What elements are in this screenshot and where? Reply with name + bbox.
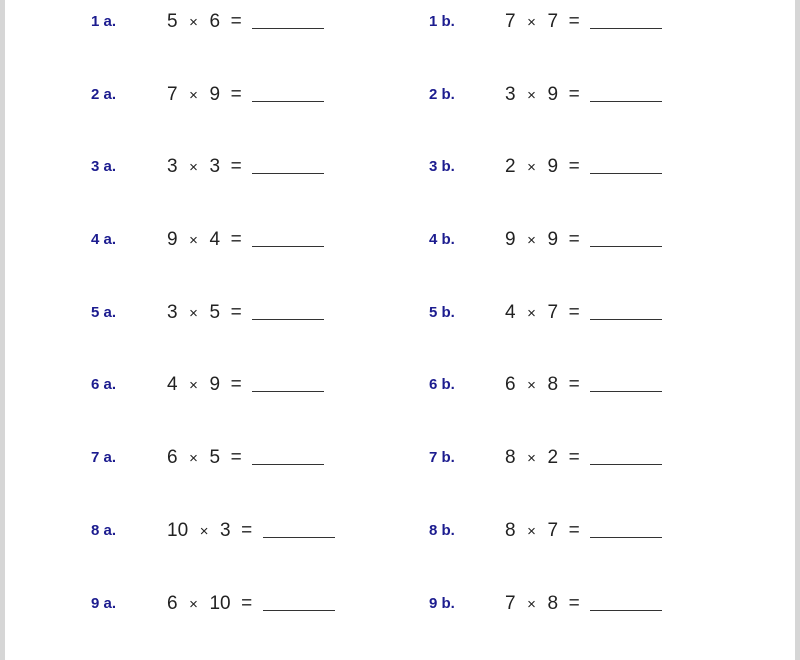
right-operand: 2 [547, 447, 559, 468]
right-operand: 10 [209, 593, 231, 614]
left-operand: 2 [505, 156, 516, 177]
problem-row [5, 589, 800, 619]
answer-blank[interactable] [590, 301, 662, 320]
problem-expression [167, 370, 324, 401]
problem-expression [505, 80, 662, 111]
problem-label: 2 a. [91, 86, 117, 103]
equals-sign: = [568, 447, 580, 468]
multiply-sign: × [527, 305, 536, 322]
answer-blank[interactable] [252, 301, 324, 320]
right-operand: 4 [209, 229, 221, 250]
problem-label: 6 b. [429, 376, 455, 393]
right-operand: 5 [209, 302, 221, 323]
problem-expression [167, 80, 324, 111]
problem-expression [505, 370, 662, 401]
left-operand: 10 [167, 520, 189, 541]
right-operand: 9 [547, 84, 559, 105]
problem-expression [505, 589, 662, 620]
problem-label: 9 b. [429, 595, 455, 612]
multiply-sign: × [527, 523, 536, 540]
equals-sign: = [230, 11, 242, 32]
equals-sign: = [230, 302, 242, 323]
problem-expression [167, 298, 324, 329]
answer-blank[interactable] [252, 155, 324, 174]
problem-row [5, 516, 800, 546]
multiply-sign: × [527, 232, 536, 249]
equals-sign: = [568, 84, 580, 105]
left-operand: 6 [505, 374, 516, 395]
problem-label: 7 a. [91, 449, 117, 466]
right-operand: 9 [209, 84, 221, 105]
equals-sign: = [230, 84, 242, 105]
equals-sign: = [230, 229, 242, 250]
problem-row [5, 152, 800, 182]
problem-label: 4 b. [429, 231, 455, 248]
problem-expression [167, 589, 335, 620]
left-operand: 3 [167, 302, 178, 323]
multiply-sign: × [189, 14, 198, 31]
left-operand: 9 [505, 229, 516, 250]
right-operand: 3 [220, 520, 231, 541]
multiply-sign: × [527, 596, 536, 613]
left-operand: 3 [505, 84, 516, 105]
equals-sign: = [241, 520, 253, 541]
problem-expression [505, 298, 662, 329]
left-operand: 5 [167, 11, 178, 32]
answer-blank[interactable] [263, 519, 335, 538]
problem-label: 2 b. [429, 86, 455, 103]
problem-expression [505, 516, 662, 547]
problem-expression [505, 225, 662, 256]
problem-expression [167, 443, 324, 474]
left-operand: 8 [505, 520, 516, 541]
problem-row [5, 443, 800, 473]
right-operand: 6 [209, 11, 221, 32]
left-operand: 9 [167, 229, 178, 250]
equals-sign: = [568, 374, 580, 395]
right-operand: 7 [547, 302, 559, 323]
multiply-sign: × [527, 14, 536, 31]
problem-label: 1 a. [91, 13, 117, 30]
left-operand: 3 [167, 156, 178, 177]
multiply-sign: × [527, 159, 536, 176]
problem-expression [505, 152, 662, 183]
right-operand: 3 [209, 156, 221, 177]
problem-expression [167, 152, 324, 183]
problem-expression [505, 443, 662, 474]
left-operand: 7 [505, 11, 516, 32]
problem-row [5, 7, 800, 37]
problem-row [5, 298, 800, 328]
left-operand: 7 [167, 84, 178, 105]
problem-label: 8 a. [91, 522, 117, 539]
answer-blank[interactable] [252, 83, 324, 102]
answer-blank[interactable] [590, 228, 662, 247]
equals-sign: = [568, 229, 580, 250]
problem-label: 1 b. [429, 13, 455, 30]
multiply-sign: × [199, 523, 209, 540]
multiply-sign: × [527, 87, 536, 104]
problem-label: 5 b. [429, 304, 455, 321]
equals-sign: = [230, 156, 242, 177]
multiply-sign: × [189, 305, 198, 322]
right-operand: 9 [209, 374, 221, 395]
problem-label: 8 b. [429, 522, 455, 539]
problem-label: 3 b. [429, 158, 455, 175]
problem-expression [167, 225, 324, 256]
problem-label: 4 a. [91, 231, 117, 248]
right-operand: 5 [209, 447, 221, 468]
right-operand: 9 [547, 156, 559, 177]
equals-sign: = [568, 156, 580, 177]
multiply-sign: × [189, 232, 198, 249]
left-operand: 6 [167, 593, 178, 614]
answer-blank[interactable] [590, 446, 662, 465]
right-operand: 7 [547, 11, 559, 32]
answer-blank[interactable] [590, 10, 662, 29]
answer-blank[interactable] [590, 83, 662, 102]
problem-row [5, 225, 800, 255]
multiply-sign: × [527, 450, 536, 467]
equals-sign: = [568, 593, 580, 614]
multiply-sign: × [189, 159, 198, 176]
equals-sign: = [568, 11, 580, 32]
problem-expression [505, 7, 662, 38]
problem-row [5, 370, 800, 400]
answer-blank[interactable] [252, 228, 324, 247]
answer-blank[interactable] [263, 592, 335, 611]
left-operand: 4 [505, 302, 516, 323]
equals-sign: = [230, 447, 242, 468]
right-operand: 8 [547, 593, 559, 614]
left-operand: 8 [505, 447, 516, 468]
left-operand: 4 [167, 374, 178, 395]
problem-expression [167, 7, 324, 38]
multiply-sign: × [189, 377, 198, 394]
multiply-sign: × [189, 596, 198, 613]
right-operand: 7 [547, 520, 559, 541]
equals-sign: = [230, 374, 242, 395]
equals-sign: = [568, 520, 580, 541]
left-operand: 7 [505, 593, 516, 614]
problem-label: 3 a. [91, 158, 117, 175]
multiply-sign: × [189, 87, 198, 104]
right-operand: 8 [547, 374, 559, 395]
problem-label: 5 a. [91, 304, 117, 321]
answer-blank[interactable] [252, 446, 324, 465]
problem-label: 7 b. [429, 449, 455, 466]
problem-label: 9 a. [91, 595, 117, 612]
answer-blank[interactable] [590, 592, 662, 611]
left-operand: 6 [167, 447, 178, 468]
problem-expression [167, 516, 335, 547]
right-operand: 9 [547, 229, 559, 250]
answer-blank[interactable] [590, 519, 662, 538]
multiply-sign: × [527, 377, 536, 394]
problem-row [5, 80, 800, 110]
problem-label: 6 a. [91, 376, 117, 393]
multiply-sign: × [189, 450, 198, 467]
equals-sign: = [568, 302, 580, 323]
answer-blank[interactable] [252, 373, 324, 392]
answer-blank[interactable] [590, 373, 662, 392]
equals-sign: = [241, 593, 253, 614]
answer-blank[interactable] [252, 10, 324, 29]
answer-blank[interactable] [590, 155, 662, 174]
